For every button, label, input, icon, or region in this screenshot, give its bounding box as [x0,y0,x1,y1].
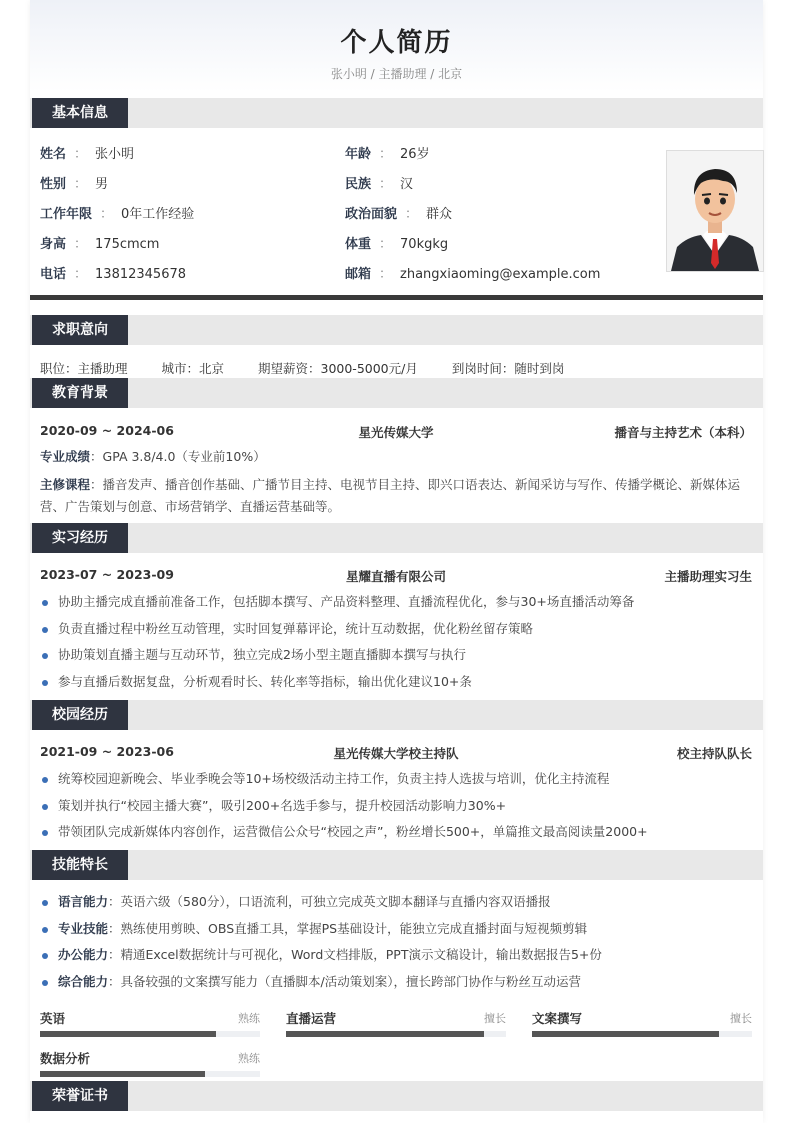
job-intent [40,359,594,377]
basic-label: 邮箱 [345,267,372,282]
list-item [40,889,752,916]
basic-name [40,143,134,162]
education-major: 播音与主持艺术（本科） [614,425,752,440]
list-item [40,589,752,616]
basic-colon: ： [379,267,393,282]
education-grade [40,446,752,468]
list-item [40,969,752,996]
skill-label: 办公能力 [58,947,109,962]
skill-text: ：英语六级（580分），口语流利，可独立完成英文脚本翻译与直播内容双语播报 [108,894,551,909]
basic-colon: ： [379,237,393,252]
bullet-icon [42,900,48,906]
skill-bar-analysis [40,1049,260,1079]
skill-bar-live [286,1009,506,1039]
section-title-education: 教育背景 [32,378,128,408]
list-item-text: 策划并执行“校园主播大赛”，吸引200+名选手参与，提升校园活动影响力30%+ [58,797,507,813]
intent-start: 到岗时间：随时到岗 [451,361,565,376]
skill-bar-track [286,1031,506,1037]
grade-value: ：GPA 3.8/4.0（专业前10%） [90,449,266,464]
internship-list [40,589,752,695]
skill-bar-track [532,1031,752,1037]
section-header-intent [30,315,763,345]
campus-role: 校主持队队长 [676,746,752,761]
skill-bar-writing [532,1009,752,1039]
list-item [40,616,752,643]
basic-value: 0年工作经验 [121,207,195,222]
skill-label: 综合能力 [58,973,109,989]
list-item [40,766,752,793]
list-item-text: 协助主播完成直播前准备工作，包括脚本撰写、产品资料整理、直播流程优化，参与30+场直播活动筹备 [58,594,635,609]
basic-gender [40,173,108,192]
bullet-icon [42,980,48,986]
bullet-icon [42,777,48,783]
page-title: 个人简历 [340,28,453,58]
basic-label: 工作年限 [40,207,93,222]
basic-label: 政治面貌 [345,207,398,222]
courses-value: ：播音发声、播音创作基础、广播节目主持、电视节目主持、即兴口语表达、新闻采访与写作、传播学概论、新媒体运营、广告策划与创意、市场营销学、直播运营基础等。 [40,477,741,514]
section-header-education [30,378,763,408]
basic-colon: ： [74,267,88,282]
basic-phone [40,263,186,282]
bullet-icon [42,627,48,633]
internship-company: 星耀直播有限公司 [345,569,446,584]
skill-bar-fill [286,1031,484,1037]
grade-label: 专业成绩 [40,449,91,464]
section-header-honors [30,1081,763,1111]
list-item [40,819,752,846]
basic-label: 电话 [40,267,67,282]
skill-bar-fill [532,1031,719,1037]
skill-bar-track [40,1071,260,1077]
skill-bar-name: 直播运营 [286,1011,337,1026]
bullet-icon [42,953,48,959]
skill-bar-level: 擅长 [484,1012,506,1025]
skill-text: ：精通Excel数据统计与可视化，Word文档排版，PPT演示文稿设计，输出数据报告5+份 [108,947,602,962]
skills-list [40,889,752,995]
skill-text: ：具备较强的文案撰写能力（直播脚本/活动策划案），擅长跨部门协作与粉丝互动运营 [108,973,581,989]
basic-label: 年龄 [345,147,372,162]
education-school: 星光传媒大学 [358,425,434,440]
skill-label: 语言能力 [58,894,109,909]
skill-bar-level: 擅长 [730,1012,752,1025]
list-item [40,669,752,696]
list-item-text: 协助策划直播主题与互动环节，独立完成2场小型主题直播脚本撰写与执行 [58,647,466,662]
basic-label: 性别 [40,177,67,192]
basic-value: 男 [95,177,109,192]
basic-colon: ： [379,177,393,192]
section-title-skills: 技能特长 [32,850,128,880]
skill-bar-name: 英语 [40,1011,66,1026]
section-header-skills [30,850,763,880]
list-item [40,793,752,820]
list-item [40,916,752,943]
basic-value: 群众 [426,207,453,222]
basic-label: 姓名 [40,147,67,162]
basic-value: 70kgkg [400,237,449,252]
basic-political [345,203,452,222]
list-item [40,942,752,969]
section-header-basic [30,98,763,128]
basic-work-years [40,203,194,222]
courses-label: 主修课程 [40,477,91,492]
campus-row [40,744,752,759]
skill-bar-level: 熟练 [238,1052,260,1065]
bullet-icon [42,653,48,659]
bullet-icon [42,927,48,933]
skill-bar-fill [40,1031,216,1037]
basic-label: 体重 [345,237,372,252]
intent-position: 职位：主播助理 [40,361,128,376]
campus-period: 2021-09 ~ 2023-06 [40,744,174,759]
intent-salary: 期望薪资：3000-5000元/月 [258,361,418,376]
basic-colon: ： [74,177,88,192]
skill-text: ：熟练使用剪映、OBS直播工具，掌握PS基础设计，能独立完成直播封面与短视频剪辑 [108,920,588,936]
bullet-icon [42,680,48,686]
basic-colon: ： [74,237,88,252]
section-header-campus [30,700,763,730]
section-divider [30,295,763,300]
basic-colon: ： [379,147,393,162]
basic-colon: ： [405,207,419,222]
section-title-intent: 求职意向 [32,315,128,345]
basic-age [345,143,430,162]
internship-role: 主播助理实习生 [664,569,752,584]
skill-bar-fill [40,1071,205,1077]
basic-colon: ： [74,147,88,162]
bullet-icon [42,600,48,606]
skill-label: 专业技能 [58,920,109,936]
section-title-honors: 荣誉证书 [32,1081,128,1111]
education-period: 2020-09 ~ 2024-06 [40,423,174,438]
basic-ethnicity [345,173,413,192]
list-item-text: 负责直播过程中粉丝互动管理，实时回复弹幕评论，统计互动数据，优化粉丝留存策略 [58,620,534,636]
skill-bar-track [40,1031,260,1037]
list-item-text: 统筹校园迎新晚会、毕业季晚会等10+场校级活动主持工作，负责主持人选拔与培训，优化主持流程 [58,771,610,786]
bullet-icon [42,804,48,810]
basic-value: 26岁 [400,147,430,162]
intent-city: 城市：北京 [161,361,225,376]
internship-period: 2023-07 ~ 2023-09 [40,567,174,582]
bullet-icon [42,830,48,836]
basic-value: 张小明 [95,147,135,162]
list-item [40,642,752,669]
page-subtitle: 张小明 / 主播助理 / 北京 [330,67,463,81]
skill-bar-english [40,1009,260,1039]
campus-org: 星光传媒大学校主持队 [333,746,459,761]
avatar-portrait-icon [667,151,763,271]
basic-value: 175cmcm [95,237,160,252]
section-title-internship: 实习经历 [32,523,128,553]
skill-bar-level: 熟练 [238,1012,260,1025]
education-row [40,423,752,438]
basic-value: 汉 [400,177,414,192]
basic-weight [345,233,448,252]
resume-header [30,0,763,92]
internship-row [40,567,752,582]
basic-email [345,263,600,282]
campus-list [40,766,752,846]
basic-value: 13812345678 [95,267,187,282]
section-header-internship [30,523,763,553]
basic-value: zhangxiaoming@example.com [400,267,601,282]
section-title-basic: 基本信息 [32,98,128,128]
list-item-text: 带领团队完成新媒体内容创作，运营微信公众号“校园之声”，粉丝增长500+，单篇推文最高阅读量2000+ [58,824,648,839]
education-courses [40,474,752,518]
resume-page [30,0,763,1123]
basic-height [40,233,159,252]
section-title-campus: 校园经历 [32,700,128,730]
avatar [666,150,764,272]
skill-bar-name: 数据分析 [40,1051,91,1066]
list-item-text: 参与直播后数据复盘，分析观看时长、转化率等指标，输出优化建议10+条 [58,673,472,689]
basic-label: 民族 [345,177,372,192]
basic-label: 身高 [40,237,67,252]
skill-bar-name: 文案撰写 [532,1011,583,1026]
basic-colon: ： [100,207,114,222]
